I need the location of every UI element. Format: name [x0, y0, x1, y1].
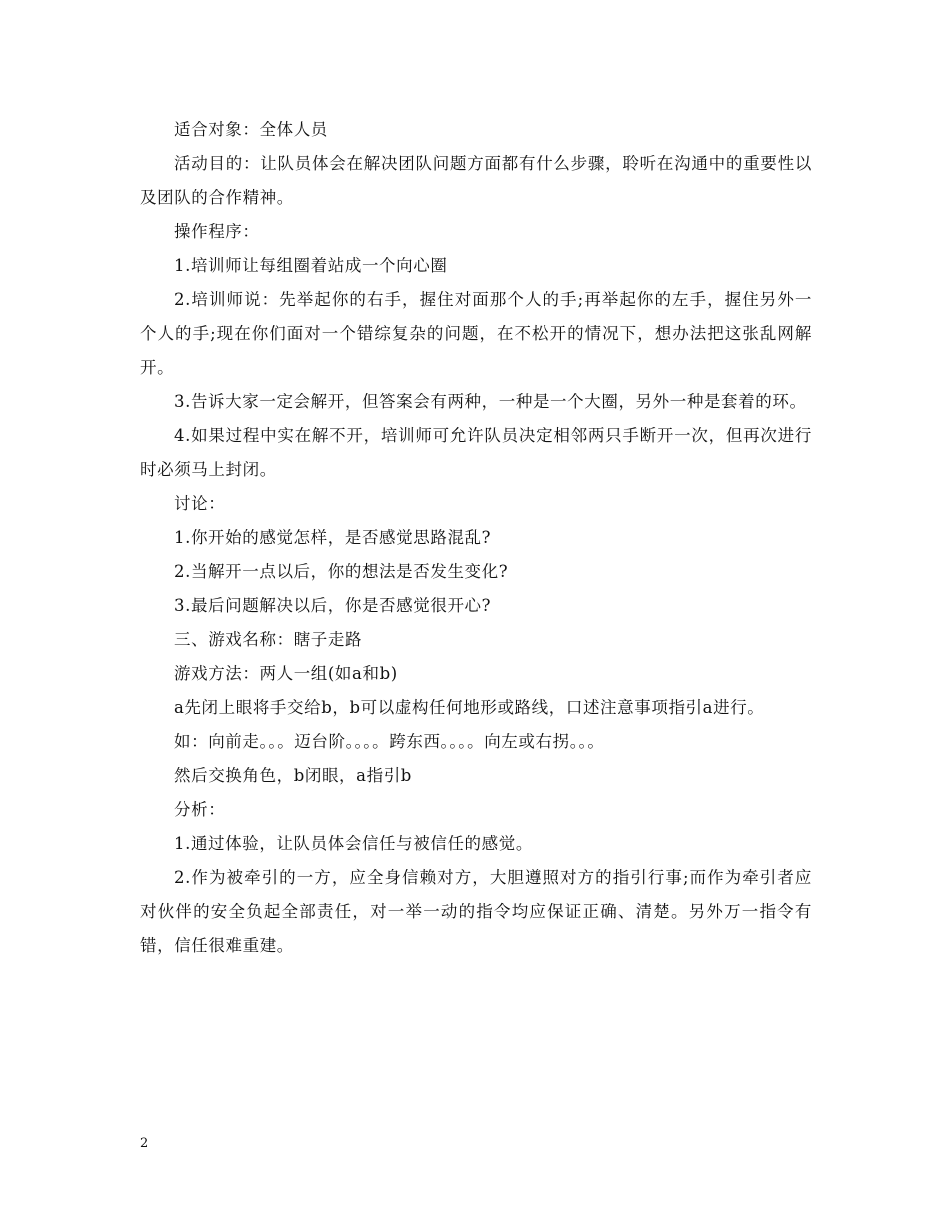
paragraph-discussion-2: 2.当解开一点以后，你的想法是否发生变化?: [174, 562, 509, 581]
paragraph-activity-purpose: 活动目的：让队员体会在解决团队问题方面都有什么步骤，聆听在沟通中的重要性以及团队的合作精神。: [140, 154, 812, 207]
paragraph-game-switch: 然后交换角色，b闭眼，a指引b: [174, 766, 412, 785]
paragraph-analysis-2: 2.作为被牵引的一方，应全身信赖对方，大胆遵照对方的指引行事;而作为牵引者应对伙伴的安全负起全部责任，对一举一动的指令均应保证正确、清楚。另外万一指令有错，信任很难重建。: [140, 868, 812, 955]
paragraph-procedure-step-2: 2.培训师说：先举起你的右手，握住对面那个人的手;再举起你的左手，握住另外一个人的手;现在你们面对一个错综复杂的问题，在不松开的情况下，想办法把这张乱网解开。: [140, 290, 812, 377]
paragraph-game-method: 游戏方法：两人一组(如a和b): [174, 664, 398, 683]
paragraph-procedure-heading: 操作程序：: [174, 222, 260, 241]
paragraph-target-audience: 适合对象：全体人员: [174, 120, 328, 139]
paragraph-game-name: 三、游戏名称：瞎子走路: [174, 630, 363, 649]
paragraph-discussion-3: 3.最后问题解决以后，你是否感觉很开心?: [174, 596, 492, 615]
paragraph-analysis-heading: 分析：: [174, 800, 226, 819]
paragraph-procedure-step-1: 1.培训师让每组圈着站成一个向心圈: [174, 256, 448, 275]
paragraph-game-example: 如：向前走。。。迈台阶。。。。跨东西。。。。向左或右拐。。。: [174, 732, 605, 751]
paragraph-procedure-step-3: 3.告诉大家一定会解开，但答案会有两种，一种是一个大圈，另外一种是套着的环。: [174, 392, 807, 411]
paragraph-analysis-1: 1.通过体验，让队员体会信任与被信任的感觉。: [174, 834, 533, 853]
page-number: 2: [140, 1136, 149, 1151]
document-body: [140, 113, 812, 963]
paragraph-game-instruction: a先闭上眼将手交给b，b可以虚构任何地形或路线，口述注意事项指引a进行。: [174, 698, 765, 717]
paragraph-discussion-1: 1.你开始的感觉怎样，是否感觉思路混乱?: [174, 528, 492, 547]
paragraph-discussion-heading: 讨论：: [174, 494, 226, 513]
paragraph-procedure-step-4: 4.如果过程中实在解不开，培训师可允许队员决定相邻两只手断开一次，但再次进行时必须马上封闭。: [140, 426, 812, 479]
